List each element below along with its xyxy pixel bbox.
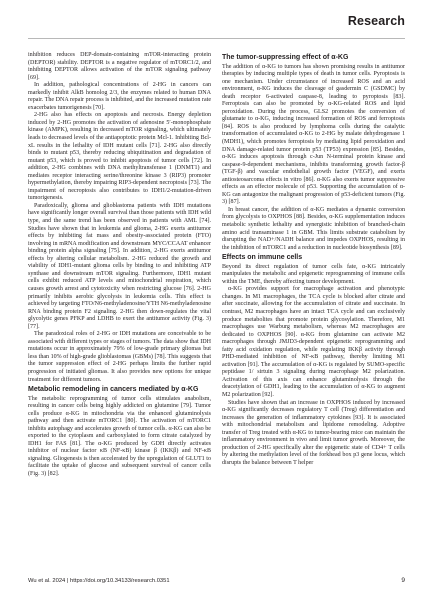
section-heading: Metabolic remodeling in cancers mediated by α-KG bbox=[28, 386, 199, 394]
section-heading: Effects on immune cells bbox=[222, 254, 303, 262]
body-paragraph: 2-HG also has effects on apoptosis and necrosis. Energy depletion induced by 2-HG promotes the activation of adenosine 5′-monophosphate kinase (AMPK), resulting in decreased mTOR signaling, which ultimately leads to decreased levels of the antiapoptotic protein Mcl-1. Inhibiting Bcl-xL results in the lethality of IDH mutant cells [71]. 2-HG also directly binds to mutant p53, thereby reducing ubiquitination and degradation of mutant p53, which is proved to inhibit apoptosis of tumor cells [72]. In addition, 2-HG combines with DNA methyltransferase 1 (DNMT1) and mediates receptor interacting serine/threonine kinase 3 (RIP3) promoter hypermethylation, thereby impairing RIP3-dependent necroptosis [73]. The impairment of necroptosis also contributes to IDH1/2-mutation-driven tumorigenesis. bbox=[28, 112, 211, 202]
page-footer bbox=[28, 576, 405, 586]
page-header bbox=[0, 0, 427, 42]
body-paragraph: The paradoxical roles of 2-HG or IDH mutations are conceivable to be associated with different types or stages of tumors. The data show that IDH mutations occur in approximately 79% of low-grade primary gliomas but less than 10% of high-grade glioblastomas (GBMs) [78]. This suggests that the tumor suppression effect of 2-HG perhaps limits the further rapid progression of initiated gliomas. It also provides new options for unique treatment for different tumors. bbox=[28, 331, 211, 383]
page-number: 9 bbox=[401, 577, 405, 584]
body-paragraph: In breast cancer, the addition of α-KG mediates a dynamic conversion from glycolysis to OXPHOS [88]. Besides, α-KG supplementation induces metabolic synthetic lethality and synergistic inhibition of branched-chain amino acid transaminase 1 in GBM. This limits substrate catabolism by disrupting the NAD+/NADH balance and impedes OXPHOS, resulting in the inhibition of mTORC1 and a reduction in nucleotide biosynthesis [89]. bbox=[222, 206, 405, 251]
body-paragraph: Beyond its direct regulation of tumor cells fate, α-KG intricately manipulates the metabolic and epigenetic reprogramming of immune cells within the TME, thereby affecting tumor development. bbox=[222, 263, 405, 285]
body-paragraph: The addition of α-KG to tumors has shown promising results in antitumor therapies by inducing multiple types of death in tumor cells. Pyroptosis is one mechanism. Under circumstance of increased ROS and an acid environment, α-KG induces the cleavage of gasdermin C (GSDMC) by death receptor 6-activated caspase-8, leading to pyroptosis [83]. Ferroptosis can also be promoted by α-KG-related ROS and lipid peroxidation. During the process, GLS2 promotes the conversion of glutamate to α-KG, inducing increased formation of ROS and ferroptosis [84]. ROS is also produced by lymphoma cells during the catalytic transformation of accumulated α-KG to 2-HG by malate dehydrogenase 1 (MDH1), which promotes ferroptosis by mediating lipid peroxidation and DNA damage-related tumor protein p53 (TP53) expression [85]. Besides, α-KG induces apoptosis through c-Jun N-terminal protein kinase and caspase-9-dependent mechanisms, inhibits transforming growth factor-β (TGF-β) and vascular endothelial growth factor (VEGF), and exerts antiosteosarcoma effects in vitro [86]. α-KG also exerts tumor suppressive effects as an effector molecule of p53. Supporting the accumulation of α-KG can antagonize the malignant progression of p53-deficient tumors (Fig. 3) [87]. bbox=[222, 63, 405, 206]
body-paragraph: The metabolic reprogramming of tumor cells stimulates anabolism, resulting in cancer cells being highly addicted on glutamine [79]. Tumor cells produce α-KG in mitochondria via the enhanced glutaminolysis pathway and then activate mTORC1 [80]. The activation of mTORC1 inhibits autophagy and accelerates growth of tumor cells. α-KG can also be exported to the cytoplasm and carboxylated to form citrate catalyzed by IDH1 for FAS [81]. The α-KG produced by GDH directly activates inhibitor of nuclear factor κB (NF-κB) kinase β (IKKβ) and NF-κB signaling. Gliogenesis is then accelerated by the upregulation of GLUT1 to facilitate the uptake of glucose and subsequent survival of cancer cells (Fig. 3) [82]. bbox=[28, 395, 211, 478]
footer-citation[interactable]: Wu et al. 2024 | https://doi.org/10.34133/research.0351 bbox=[28, 578, 170, 584]
section-heading: The tumor-suppressing effect of α-KG bbox=[222, 54, 349, 61]
left-column bbox=[28, 52, 211, 479]
header-rule bbox=[28, 38, 405, 39]
journal-section-label: Research bbox=[347, 14, 405, 28]
body-paragraph: α-KG provides support for macrophage activation and phenotypic changes. In M1 macrophages, the TCA cycle is blocked after citrate and after succinate, allowing for the accumulation of citrate and succinate. In contrast, M2 macrophages have an intact TCA cycle and can exclusively produce metabolites that promote protein glycosylation. Therefore, M1 macrophages use Warburg metabolism, whereas M2 macrophages are dedicated to OXPHOS [90]. α-KG from glutamine can activate M2 macrophages through JMJD3-dependent epigenetic reprogramming and fatty acid oxidation regulation, while regulating IKKβ activity through PHD-mediated inhibition of NF-κB pathway, thereby limiting M1 activation [91]. The accumulation of α-KG is regulated by SUMO-specific peptidase 1/ sirtuin 3 signaling during macrophage M2 polarization. Activation of this axis can enhance glutaminolysis through the deacetylation of GDH1, leading to the accumulation of α-KG to augment M2 polarization [92]. bbox=[222, 286, 405, 398]
body-paragraph: Paradoxically, glioma and glioblastoma patients with IDH mutations have significantly longer overall survival than those patients with IDH wild type, and the same trend has been observed in patients with AML [74]. Studies have shown that in leukemia and glioma, 2-HG exerts antitumor effects by inhibiting fat mass and obesity-associated protein (FTO) involving in mRNA modification and downstream MYC/CCAAT enhancer binding protein alpha signaling [75]. In addition, 2-HG exerts antitumor effects by altering cellular metabolism. 2-HG reduced the growth and viability of IDH1-mutant glioma cells by binding to and inhibiting ATP synthase and downstream mTOR signaling. Furthermore, IDH1 mutant cells exhibit reduced ATP levels and mitochondrial respiration, which causes growth arrest and cytotoxicity when restricting glucose [76]. 2-HG primarily inhibits aerobic glycolysis in leukemia cells. This effect is achieved by targeting FTO/N6-methyladenosine/YTH N6-methyladenosine RNA binding protein F2 signaling. 2-HG then down-regulates the vital glycolytic genes PFKP and LDHB to exert the antitumor activity (Fig. 3) [77]. bbox=[28, 202, 211, 330]
body-paragraph: In addition, pathological concentrations of 2-HG in cancers can markedly inhibit AlkB homolog 2/3, the enzymes related to human DNA repair. The DNA repair process is inhibited, and the increased mutation rate exacerbates tumorigenesis [70]. bbox=[28, 82, 211, 111]
body-paragraph: Studies have shown that an increase in OXPHOS induced by increased α-KG significantly decreases regulatory T cell (Treg) differentiation and increases the generation of inflammatory cytokines [93]. It is associated with mitochondrial metabolism and lipidome remodeling. Adoptive transfer of Treg treated with α-KG to tumor-bearing mice can maintain the inflammatory environment in vivo and limit tumor growth. Moreover, the production of 2-HG specifically alter the epigenetic state of CD4+ T cells by altering the methylation level of the forkhead box p3 gene locus, which disrupts the balance between T helper bbox=[222, 399, 405, 466]
body-paragraph: inhibition reduces DEP-domain-containing mTOR-interacting protein (DEPTOR) stability. DEPTOR is a negative regulator of mTORC1/2, and inhibiting DEPTOR allows activation of the mTOR signaling pathway [69]. bbox=[28, 52, 211, 81]
right-column bbox=[222, 52, 405, 467]
